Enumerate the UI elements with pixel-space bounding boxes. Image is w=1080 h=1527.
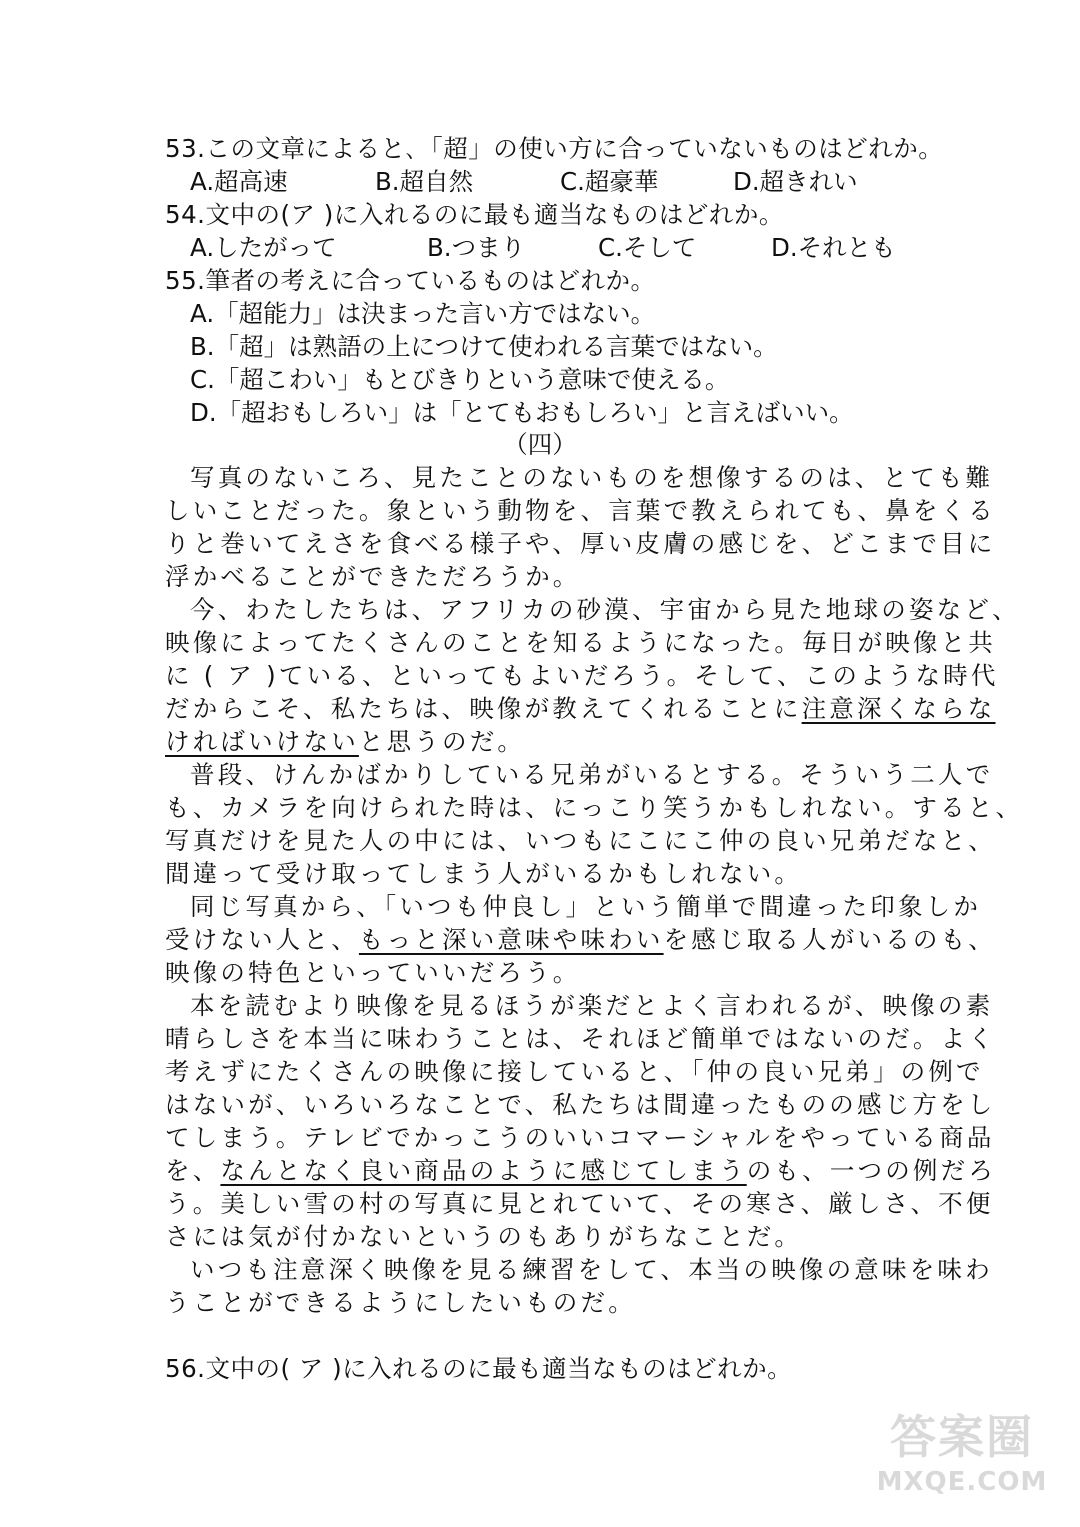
passage-text: だからこそ、私たちは、映像が教えてくれることに: [165, 694, 802, 723]
passage-line: 浮かべることができただろうか。: [165, 562, 581, 591]
underlined-phrase-1: 注意深くならな: [801, 694, 996, 723]
passage-text: のも、一つの例だろ: [746, 1156, 997, 1185]
q53-option-c: C.超豪華: [560, 167, 659, 196]
q53-question: 53.この文章によると､「超」の使い方に合っていないものはどれか。: [165, 134, 944, 163]
passage-line: 写真だけを見た人の中には、いつもにこにこ仲の良い兄弟だなと、: [165, 826, 996, 855]
passage-text: を感じ取る人がいるのも、: [663, 925, 997, 954]
passage-line: [165, 923, 997, 957]
passage-line: 普段、けんかばかりしている兄弟がいるとする。そういう二人で: [190, 760, 994, 789]
watermark-logo: [872, 1407, 1052, 1517]
passage-line: 映像の特色といっていいだろう。: [165, 958, 581, 987]
passage-line: 間違って受け取ってしまう人がいるかもしれない。: [165, 859, 803, 888]
passage-text: 受けない人と、: [165, 925, 359, 954]
q53-option-d: D.超きれい: [733, 167, 858, 196]
passage-line: うことができるようにしたいものだ。: [165, 1288, 636, 1317]
q54-option-c: C.そして: [598, 233, 697, 262]
passage-line: りと巻いてえさを食べる様子や、厚い皮膚の感じを、どこまで目に: [165, 529, 996, 558]
q54-option-a: A.したがって: [190, 233, 337, 262]
passage-text: と思うのだ。: [358, 727, 526, 756]
passage-line: 映像によってたくさんのことを知るようになった。毎日が映像と共: [165, 628, 996, 657]
passage-line: 本を読むより映像を見るほうが楽だとよく言われるが、映像の素: [190, 991, 994, 1020]
underlined-phrase-2: もっと深い意味や味わい: [358, 925, 664, 954]
passage-line: も、カメラを向けられた時は、にっこり笑うかもしれない。すると、: [165, 793, 1024, 822]
q56-question: 56.文中の( ア )に入れるのに最も適当なものはどれか。: [165, 1354, 793, 1383]
passage-text: を、: [165, 1156, 221, 1185]
passage-line: 今、わたしたちは、アフリカの砂漠、宇宙から見た地球の姿など、: [190, 595, 1020, 624]
passage-line: [165, 725, 925, 759]
q53-option-a: A.超高速: [190, 167, 288, 196]
underlined-phrase-3: なんとなく良い商品のように感じてしまう: [220, 1156, 747, 1185]
section-title: （四）: [503, 430, 577, 459]
watermark-bottom: MXQE.COM: [876, 1467, 1048, 1497]
passage-line: てしまう。テレビでかっこうのいいコマーシャルをやっている商品: [165, 1123, 995, 1152]
passage-line: 同じ写真から、「いつも仲良し」という簡単で間違った印象しか: [190, 892, 982, 921]
watermark-top: 答案圈: [890, 1410, 1034, 1464]
q55-option-a: A.「超能力」は決まった言い方ではない。: [190, 299, 656, 328]
passage-line: しいことだった。象という動物を、言葉で教えられても、鼻をくる: [165, 496, 996, 525]
q54-option-d: D.それとも: [771, 233, 896, 262]
q54-option-b: B.つまり: [427, 233, 526, 262]
passage-line: 写真のないころ、見たことのないものを想像するのは、とても難: [190, 463, 994, 492]
q55-option-c: C.「超こわい」もとびきりという意味で使える。: [190, 365, 730, 394]
passage-line: はないが、いろいろなことで、私たちは間違ったものの感じ方をし: [165, 1090, 996, 1119]
passage-line: う。美しい雪の村の写真に見とれていて、その寒さ、厳しさ、不便: [165, 1189, 994, 1218]
underlined-phrase-1-cont: ければいけない: [165, 727, 359, 756]
passage-line: [165, 1154, 997, 1188]
q54-question: 54.文中の(ア )に入れるのに最も適当なものはどれか。: [165, 200, 784, 229]
passage-line: 考えずにたくさんの映像に接していると、「仲の良い兄弟」の例で: [165, 1057, 984, 1086]
q55-question: 55.筆者の考えに合っているものはどれか。: [165, 266, 656, 295]
passage-line: [165, 692, 996, 726]
q53-option-b: B.超自然: [375, 167, 474, 196]
passage-line: 晴らしさを本当に味わうことは、それほど簡単ではないのだ。よく: [165, 1024, 996, 1053]
passage-line: に ( ア )ている、といってもよいだろう。そして、このような時代: [165, 661, 999, 690]
passage-line: いつも注意深く映像を見る練習をして、本当の映像の意味を味わ: [190, 1255, 993, 1284]
passage-line: さには気が付かないというのもありがちなことだ。: [165, 1222, 803, 1251]
q55-option-b: B.「超」は熟語の上につけて使われる言葉ではない。: [190, 332, 778, 361]
q55-option-d: D.「超おもしろい」は「とてもおもしろい」と言えばいい。: [190, 398, 854, 427]
